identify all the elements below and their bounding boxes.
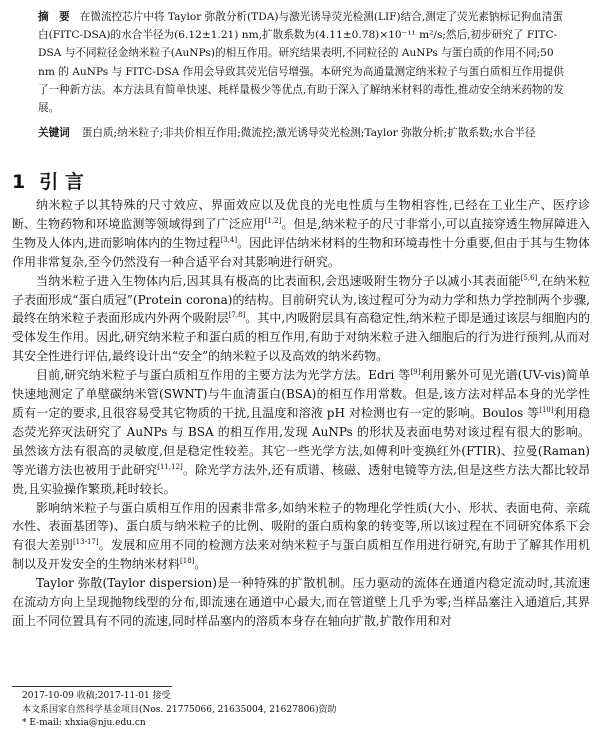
citation: [13-17] <box>72 538 99 547</box>
p3-text-c: 利用稳态荧光猝灭法研究了 AuNPs 与 BSA 的相互作用,发现 AuNPs 的形状及表面电势对该过程有很大的影响。虽然该方法有很高的灵敏度,但是稳定性较差。其它一些光学方法,如傅利叶变换红外(FTIR)、拉曼(Raman)等光谱方法也被用于此研究 <box>12 405 590 477</box>
footnote-divider <box>12 686 172 687</box>
paragraph-5 <box>12 574 590 631</box>
paragraph-4 <box>12 499 590 575</box>
citation: [7,8] <box>228 311 246 320</box>
p5-text-a: Taylor 弥散(Taylor dispersion)是一种特殊的扩散机制。压力驱动的流体在通道内稳定流动时,其流速在流动方向上呈现抛物线型的分布,即流速在通道中心最大,而在管道壁上几乎为零;当样品塞注入通道后,其界面上不同位置具有不同的流速,同时样品塞内的溶质本身存在轴向扩散,扩散作用和对 <box>12 576 590 628</box>
citation: [11,12] <box>157 462 183 471</box>
p4-text-a: 影响纳米粒子与蛋白质相互作用的因素非常多,如纳米粒子的物理化学性质(大小、形状、表面电荷、亲疏水性、表面基团等)、蛋白质与纳米粒子的比例、吸附的蛋白质构象的转变等,所以该过程在不同研究体系下会有很大差别 <box>12 500 590 553</box>
citation: [5,6] <box>520 273 538 282</box>
citation: [18] <box>180 557 195 566</box>
received-date: 2017-10-09 收稿;2017-11-01 接受 <box>22 691 171 701</box>
p3-text-d: 。除光学方法外,还有质谱、核磁、透射电镜等方法,但是这些方法大都比较昂贵,且实验操作繁琐,耗时较长。 <box>12 462 590 496</box>
funding-note: 本文系国家自然科学基金项目(Nos. 21775066, 21635004, 21627806)资助 <box>22 704 337 715</box>
paragraph-2 <box>12 272 590 367</box>
section-number: 1 <box>12 171 26 193</box>
p2-text-c: 。其中,内吸附层具有高稳定性,纳米粒子即是通过该层与细胞内的受体发生作用。因此,研究纳米粒子和蛋白质的相互作用,有助于对纳米粒子进入细胞后的行为进行预判,从而对其安全性进行评估,最终设计出“安全”的纳米粒子以及高效的纳米药物。 <box>12 311 590 364</box>
abstract-label: 摘 要 <box>38 11 70 23</box>
section-heading <box>12 167 84 194</box>
p1-text-a: 纳米粒子以其特殊的尺寸效应、界面效应以及优良的光电性质与生物相容性,已经在工业生产、医疗诊断、生物药物和环境监测等领域得到了广泛应用 <box>12 198 590 231</box>
keywords-label: 关键词 <box>38 127 70 139</box>
abstract-text: 在微流控芯片中将 Taylor 弥散分析(TDA)与激光诱导荧光检测(LIF)结合,测定了荧光素钠标记狗血清蛋白(FITC-DSA)的水合半径为(6.12±1.21) nm,扩散系数为(4.11±0.78)×10⁻¹¹ m²/s;然后,初步研究了 FITC-DSA 与不同粒径金纳米粒子(AuNPs)的相互作用。研究结果表明,不同粒径的 AuNPs 与蛋白质的作用不同;50 nm 的 AuNPs 与 FITC-DSA 作用会导致其荧光信号增强。本研究为高通量测定纳米粒子与蛋白质相互作用提供了一种新方法。本方法具有简单快速、耗样量极少等优点,有助于深入了解纳米材料的毒性,推动安全纳米药物的发展。 <box>38 11 564 115</box>
author-email: * E-mail: xhxia@nju.edu.cn <box>22 718 146 728</box>
keywords <box>38 124 564 142</box>
p3-text-a: 目前,研究纳米粒子与蛋白质相互作用的主要方法为光学方法。Edri 等 <box>36 368 411 383</box>
p2-text-a: 当纳米粒子进入生物体内后,因其具有极高的比表面积,会迅速吸附生物分子以减小其表面能 <box>36 273 521 288</box>
section-title: 引 言 <box>39 171 84 193</box>
citation: [10] <box>539 405 554 414</box>
keywords-text: 蛋白质;纳米粒子;非共价相互作用;微流控;激光诱导荧光检测;Taylor 弥散分析;扩散系数;水合半径 <box>81 127 536 139</box>
p4-text-c: 。 <box>194 557 207 572</box>
p1-text-c: 。因此评估纳米材料的生物和环境毒性十分重要,但由于其与生物体作用非常复杂,至今仍然没有一种合适平台对其影响进行研究。 <box>12 235 590 269</box>
paragraph-1 <box>12 196 590 272</box>
footnote <box>22 690 337 731</box>
p2-text-b: ,在纳米粒子表面形成“蛋白质冠”(Protein corona)的结构。目前研究认为,该过程可分为动力学和热力学控制两个步骤,最终在纳米粒子表面形成内外两个吸附层 <box>12 273 590 326</box>
citation: [1,2] <box>264 216 282 225</box>
citation: [3,4] <box>220 235 238 244</box>
citation: [9] <box>410 368 421 377</box>
body-text <box>12 196 590 631</box>
p4-text-b: 。发展和应用不同的检测方法来对纳米粒子与蛋白质相互作用进行研究,有助于了解其作用机制以及开发安全的生物纳米材料 <box>12 538 590 572</box>
p1-text-b: 。但是,纳米粒子的尺寸非常小,可以直接穿透生物屏障进入生物及人体内,进而影响体内的生物过程 <box>12 216 590 250</box>
abstract <box>38 8 564 117</box>
p3-text-b: 利用紫外可见光谱(UV-vis)简单快速地测定了单壁碳纳米管(SWNT)与牛血清蛋白(BSA)的相互作用常数。但是,该方法对样品本身的光学性质有一定的要求,且很容易受其它物质的干扰,且温度和溶液 pH 对检测也有一定的影响。Boulos 等 <box>12 368 590 420</box>
paragraph-3 <box>12 366 590 498</box>
